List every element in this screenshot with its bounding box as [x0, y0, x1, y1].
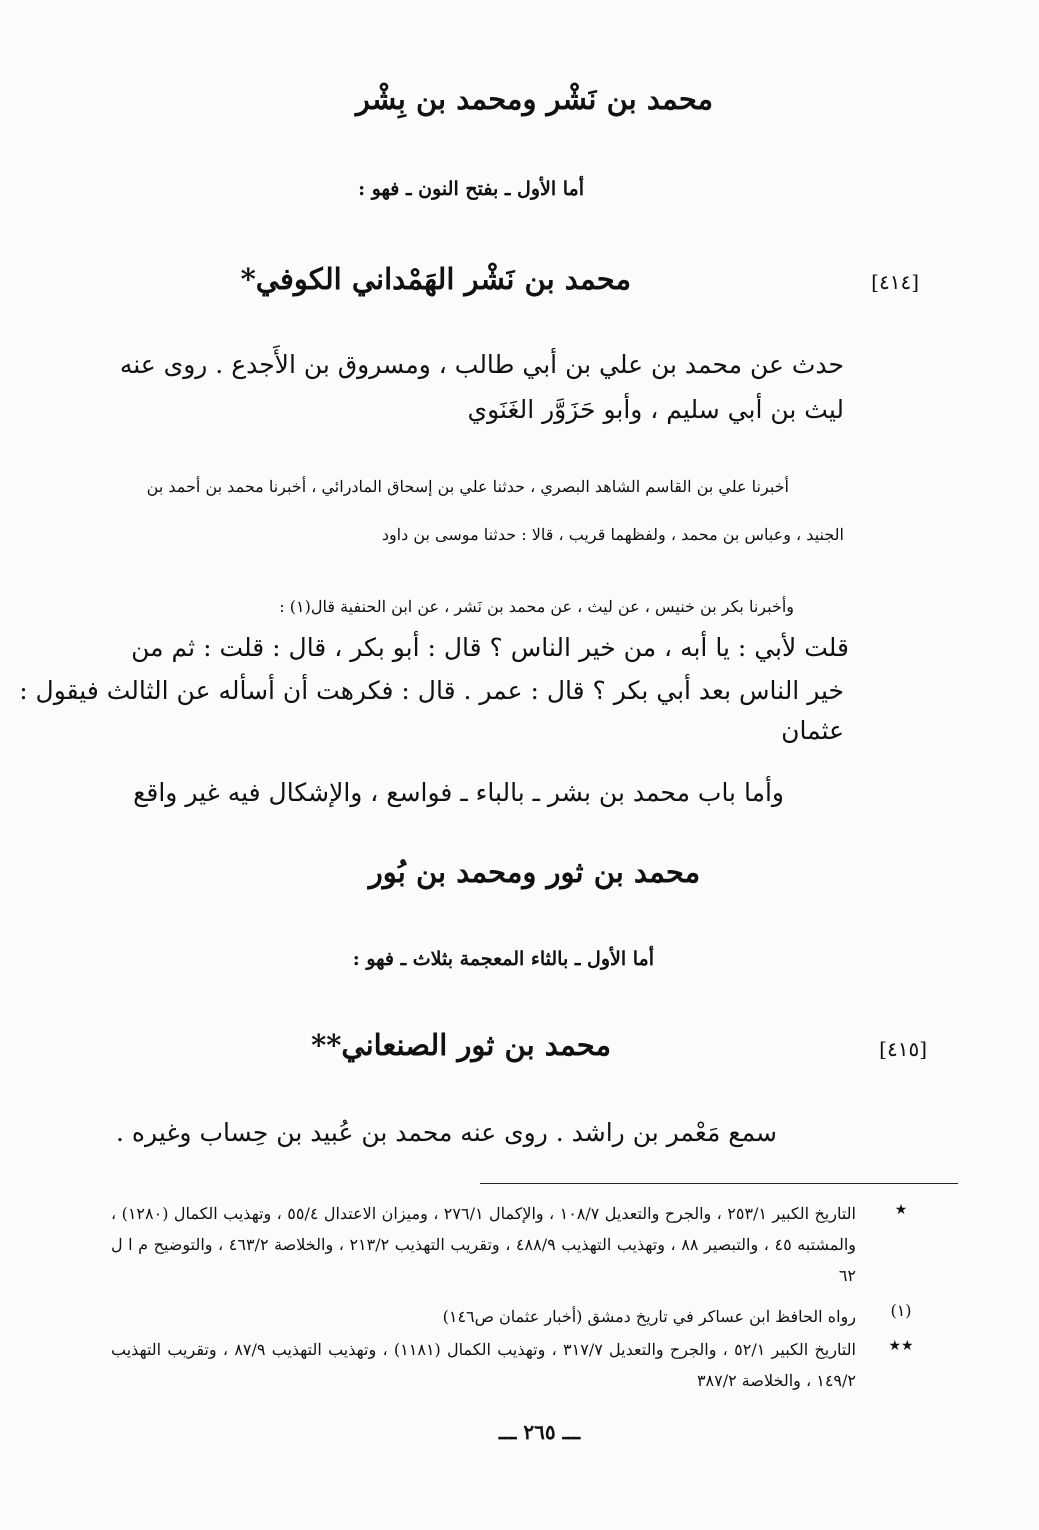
entry-number-415: [٤١٥]: [879, 1037, 927, 1061]
isnad-line-1: أخبرنا علي بن القاسم الشاهد البصري ، حدثنا علي بن إسحاق المادرائي ، أخبرنا محمد بن أحمد بن: [146, 477, 789, 496]
hadith-text-line-1: قلت لأبي : يا أبه ، من خير الناس ؟ قال : أبو بكر ، قال : قلت : ثم من: [131, 633, 849, 662]
footnote-1: [111, 1198, 921, 1293]
isnad-line-3: وأخبرنا بكر بن خنيس ، عن ليث ، عن محمد بن نَشر ، عن ابن الحنفية قال(١) :: [279, 597, 794, 616]
entry-number-414: [٤١٤]: [871, 270, 919, 294]
section-subheading-nashr: أما الأول ـ بفتح النون ـ فهو :: [358, 178, 584, 200]
isnad-line-2: الجنيد ، وعباس بن محمد ، ولفظهما قريب ، قالا : حدثنا موسى بن داود: [381, 525, 844, 544]
hadith-text-line-2: خير الناس بعد أبي بكر ؟ قال : عمر . قال : فكرهت أن أسأله عن الثالث فيقول :: [19, 676, 844, 705]
footnote-3-text: التاريخ الكبير ٥٢/١ ، والجرح والتعديل ٣١٧/٧ ، وتهذيب الكمال (١١٨١) ، وتهذيب التهذيب ٨٧/٩ ، وتقريب التهذيب ١٤٩/٢ ، والخلاصة ٣٨٧/٢: [111, 1340, 856, 1390]
section-heading-thawr-bur: محمد بن ثور ومحمد بن بُور: [368, 855, 701, 889]
footnote-2: [121, 1301, 921, 1332]
footnote-2-text: رواه الحافظ ابن عساكر في تاريخ دمشق (أخبار عثمان ص١٤٦): [442, 1307, 856, 1326]
section-subheading-thawr: أما الأول ـ بالثاء المعجمة بثلاث ـ فهو :: [352, 948, 654, 970]
entry-415-bio-line-1: سمع مَعْمر بن راشد . روى عنه محمد بن عُبيد بن حِساب وغيره .: [116, 1118, 777, 1147]
page-number: ـــ ٢٦٥ ـــ: [498, 1420, 581, 1444]
footnote-1-text: التاريخ الكبير ٢٥٣/١ ، والجرح والتعديل ١٠٨/٧ ، والإكمال ٢٧٦/١ ، وميزان الاعتدال ٥٥/٤ ، وتهذيب الكمال (١٢٨٠) ، والمشتبه ٤٥ ، والتبصير ٨٨ ، وتهذيب التهذيب ٤٨٨/٩ ، وتقريب التهذيب ٢١٣/٢ ، والخلاصة ٤٦٣/٢ ، والتوضيح م ا ل ٦٢: [111, 1204, 857, 1285]
footnote-3-mark: ★★: [888, 1338, 914, 1354]
bishr-note: وأما باب محمد بن بشر ـ بالباء ـ فواسع ، والإشكال فيه غير واقع: [133, 778, 784, 807]
section-heading-nashr-bishr: محمد بن نَشْر ومحمد بن بِشْر: [355, 82, 714, 116]
entry-414-bio-line-1: حدث عن محمد بن علي بن أبي طالب ، ومسروق بن الأَجدع . روى عنه: [119, 350, 844, 379]
entry-414-bio-line-2: ليث بن أبي سليم ، وأبو حَزَوَّر الغَنَوي: [467, 395, 844, 424]
entry-title-415: محمد بن ثور الصنعاني**: [311, 1028, 611, 1062]
footnote-2-mark: (١): [890, 1301, 912, 1320]
footnote-3: [111, 1334, 921, 1396]
hadith-text-line-3: عثمان: [781, 716, 844, 745]
entry-title-414: محمد بن نَشْر الهَمْداني الكوفي*: [240, 262, 631, 296]
footnote-1-mark: ★: [894, 1202, 908, 1218]
footnote-separator: [480, 1183, 958, 1184]
